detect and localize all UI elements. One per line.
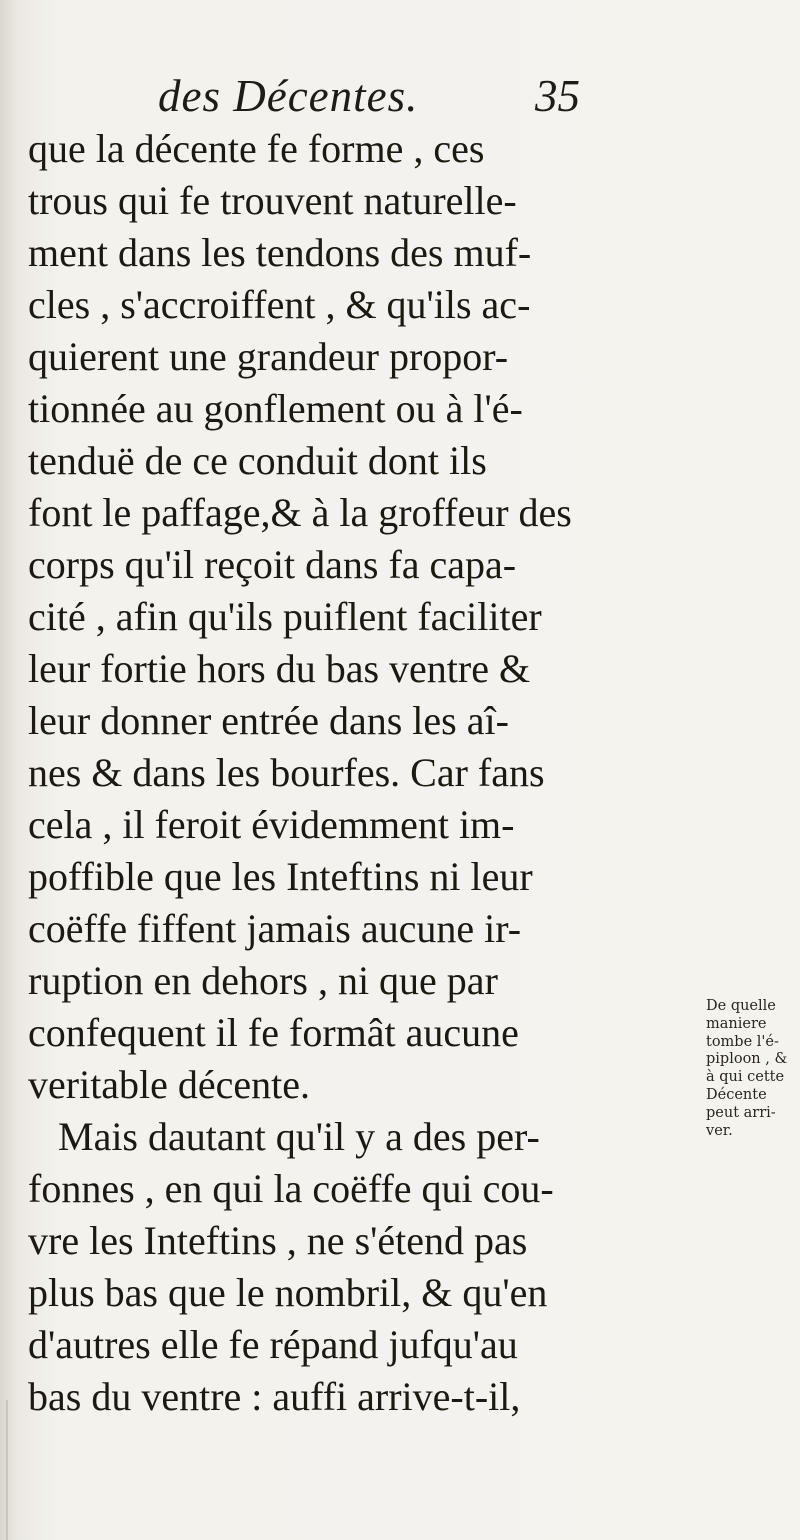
body-line: leur donner entrée dans les aî- (28, 698, 509, 743)
body-line: ruption en dehors , ni que par (28, 958, 498, 1003)
body-line: nes & dans les bourfes. Car fans (28, 750, 545, 795)
body-line: fonnes , en qui la coëffe qui cou- (28, 1166, 554, 1211)
body-line: plus bas que le nombril, & qu'en (28, 1270, 548, 1315)
body-line: cles , s'accroiffent , & qu'ils ac- (28, 282, 531, 327)
body-line: tionnée au gonflement ou à l'é- (28, 386, 523, 431)
body-line: Mais dautant qu'il y a des per- (58, 1114, 540, 1159)
body-line: leur fortie hors du bas ventre & (28, 646, 531, 691)
body-line: que la décente fe forme , ces (28, 126, 485, 171)
body-line: d'autres elle fe répand jufqu'au (28, 1322, 518, 1367)
body-line: quierent une grandeur propor- (28, 334, 509, 379)
body-line: bas du ventre : auffi arrive-t-il, (28, 1374, 521, 1419)
marginal-note-line: Décente (706, 1086, 767, 1103)
body-line: cité , afin qu'ils puiflent faciliter (28, 594, 542, 639)
body-line: corps qu'il reçoit dans fa capa- (28, 542, 517, 587)
body-line: vre les Inteftins , ne s'étend pas (28, 1218, 528, 1263)
body-line: coëffe fiffent jamais aucune ir- (28, 906, 522, 951)
body-line: font le paffage,& à la groffeur des (28, 490, 572, 535)
body-line: veritable décente. (28, 1062, 311, 1107)
body-line: poffible que les Inteftins ni leur (28, 854, 533, 899)
body-line: ment dans les tendons des muf- (28, 230, 532, 275)
body-line: trous qui fe trouvent naturelle- (28, 178, 517, 223)
running-head-title: des Décentes. (158, 71, 419, 121)
marginal-note-line: maniere (706, 1015, 767, 1032)
marginal-note-line: à qui cette (706, 1069, 785, 1086)
marginal-note-line: De quelle (706, 998, 776, 1014)
page-number: 35 (535, 71, 580, 121)
body-line: cela , il feroit évidemment im- (28, 802, 515, 847)
marginal-note-line: peut arri- (706, 1104, 776, 1121)
marginal-note-line: piploon , & (706, 1051, 788, 1068)
marginal-note (706, 998, 798, 1140)
body-line: tenduë de ce conduit dont ils (28, 438, 487, 483)
marginal-note-line: tombe l'é- (706, 1033, 779, 1050)
body-line: confequent il fe formât aucune (28, 1010, 519, 1055)
marginal-note-line: ver. (706, 1122, 733, 1139)
